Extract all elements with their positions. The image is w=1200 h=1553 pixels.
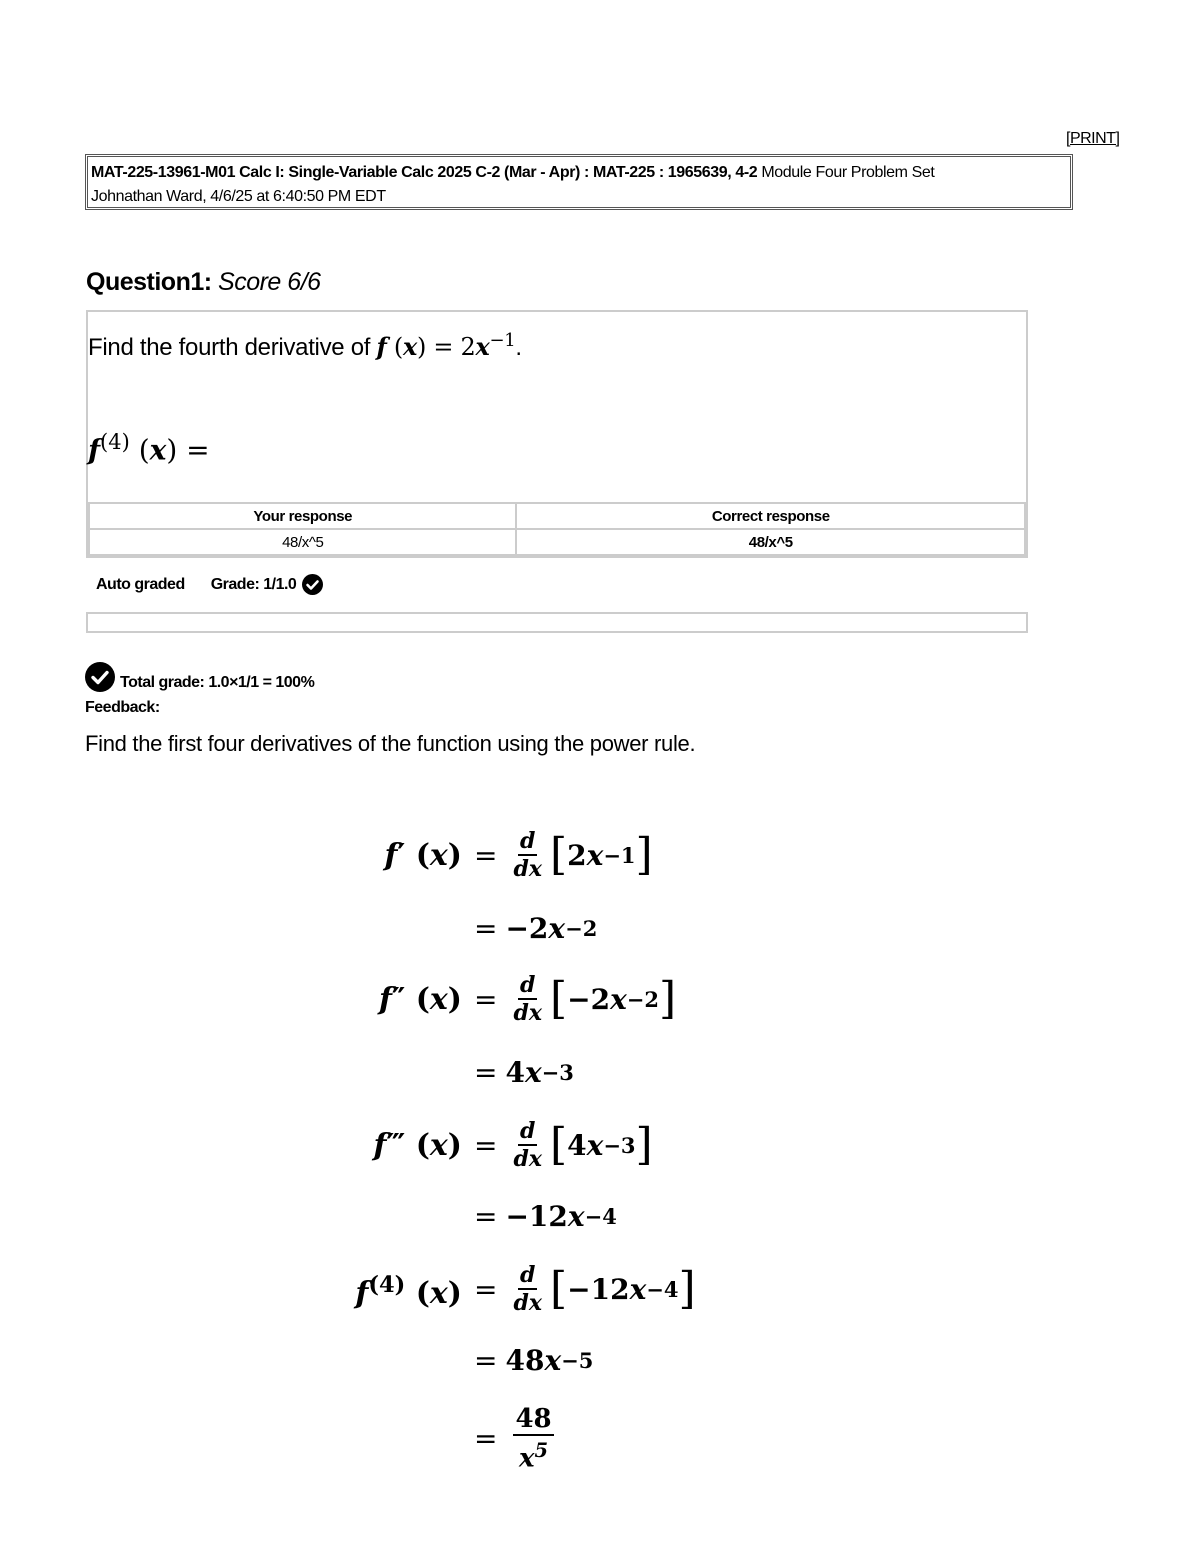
auto-graded-label: Auto graded: [96, 575, 185, 593]
check-circle-icon: [85, 662, 115, 692]
question-score: Score 6/6: [218, 268, 321, 296]
grade-row: [96, 574, 323, 595]
student-line: Johnathan Ward, 4/6/25 at 6:40:50 PM EDT: [91, 188, 386, 205]
grade-label: Grade: 1/1.0: [210, 575, 297, 593]
second-derivative-label: f″ (x): [378, 982, 462, 1017]
first-derivative-label: f′ (x): [384, 838, 462, 873]
total-grade: Total grade: 1.0×1/1 = 100%: [120, 674, 315, 691]
fourth-derivative-label: $f^{(4)}$ (x): [355, 1272, 462, 1311]
your-response-value: 48/x^5: [89, 529, 516, 555]
third-derivative-label: f‴ (x): [373, 1128, 462, 1163]
question-box: [86, 310, 1028, 558]
first-derivative-result: = −2 x −2: [474, 912, 598, 945]
question-label: Question1:: [86, 268, 212, 296]
print-link[interactable]: [PRINT]: [1066, 130, 1120, 147]
assignment-title: Module Four Problem Set: [757, 164, 935, 181]
course-line: [91, 161, 1067, 185]
answer-prompt: $f^{(4)}$ (x) =: [88, 430, 210, 467]
response-table: [88, 502, 1026, 556]
fourth-derivative-fraction: = $\frac{48}{x^5}$: [474, 1404, 552, 1474]
correct-response-header: Correct response: [516, 503, 1025, 529]
assignment-header: [85, 154, 1073, 210]
third-derivative-step1: = $\frac{d}{dx}$ [ 4 x −3 ]: [474, 1118, 653, 1172]
correct-response-value: 48/x^5: [516, 529, 1025, 555]
function-expression: f $(x) = 2x^{-1}$: [376, 330, 516, 361]
check-circle-icon: [302, 574, 323, 595]
fourth-derivative-result: = 48 x −5: [474, 1344, 594, 1377]
second-derivative-result: = 4 x −3: [474, 1056, 574, 1089]
feedback-label: Feedback:: [85, 699, 160, 716]
feedback-text: Find the first four derivatives of the function using the power rule.: [85, 731, 696, 756]
feedback-input-box: [86, 612, 1028, 633]
your-response-header: Your response: [89, 503, 516, 529]
course-title: MAT-225-13961-M01 Calc I: Single-Variable Calc 2025 C-2 (Mar - Apr) : MAT-225 : 1965639, 4-2: [91, 164, 758, 181]
question-prompt: Find the fourth derivative of f $(x) = 2x^{-1}$.: [88, 330, 522, 361]
question-heading: [86, 268, 321, 297]
second-derivative-step1: = $\frac{d}{dx}$ [ −2 x −2 ]: [474, 972, 677, 1026]
total-grade-row: [85, 662, 314, 692]
third-derivative-result: = −12 x −4: [474, 1200, 617, 1233]
fourth-derivative-step1: = $\frac{d}{dx}$ [ −12 x −4 ]: [474, 1262, 696, 1316]
question-prompt-text: Find the fourth derivative of: [88, 334, 377, 361]
first-derivative-step1: = $\frac{d}{dx}$ [ 2 x −1 ]: [474, 828, 653, 882]
